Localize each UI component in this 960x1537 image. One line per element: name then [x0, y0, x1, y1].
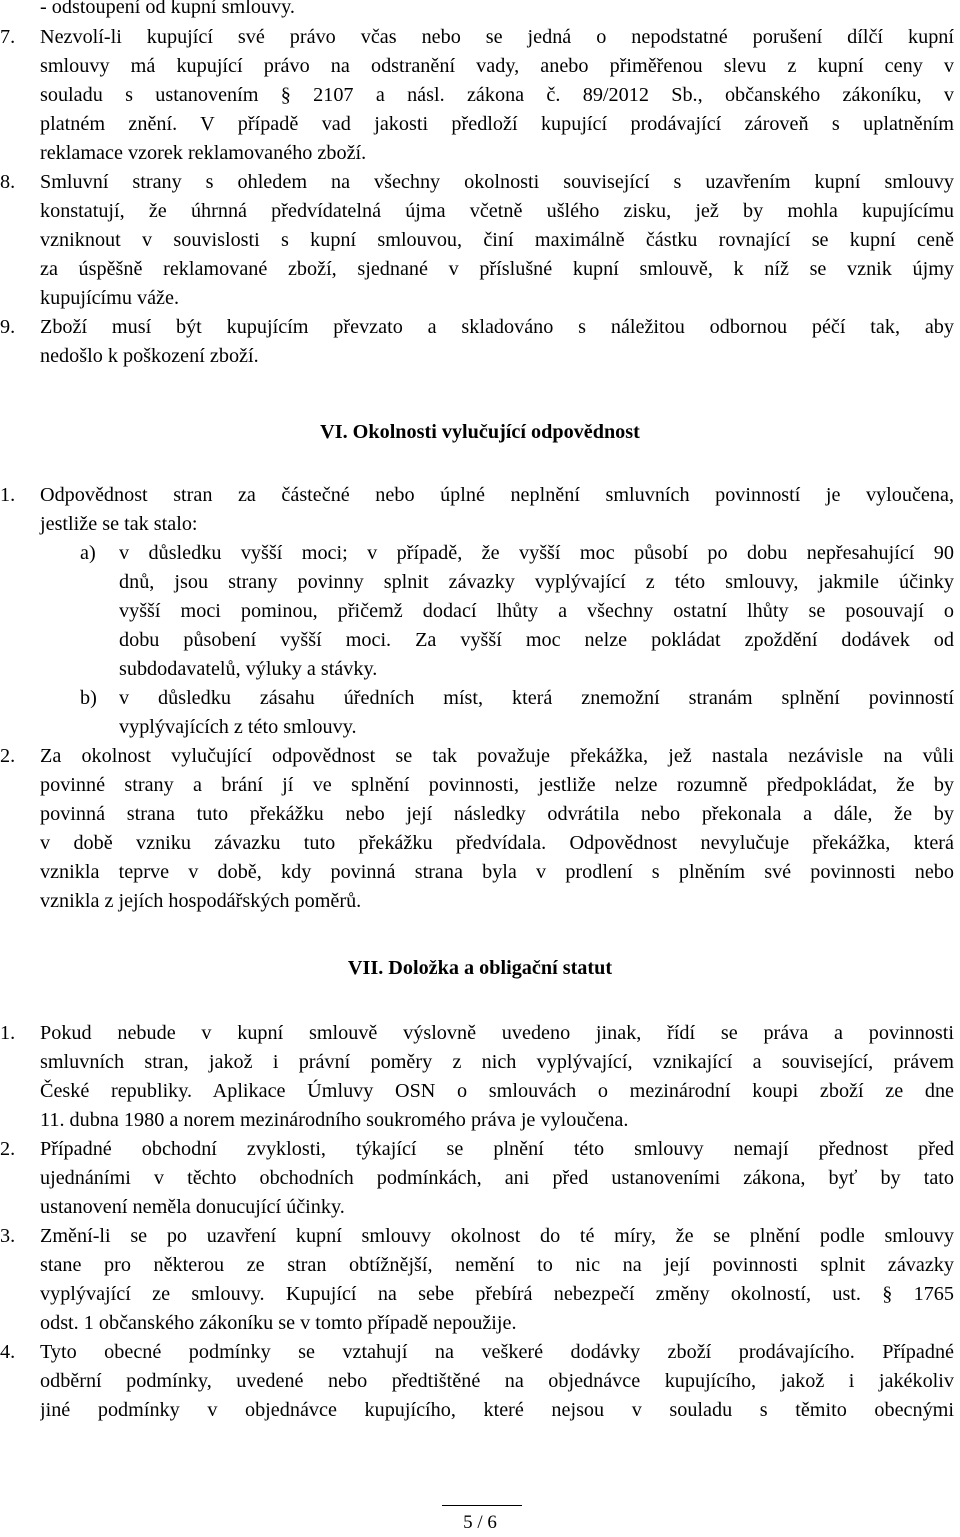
- item-7-line: reklamace vzorek reklamovaného zboží.: [40, 142, 367, 164]
- s6-item-2-line: vznikla teprve v době, kdy povinná strana byla v prodlení s plněním své povinnosti nebo: [40, 861, 954, 883]
- item-8-line: Smluvní strany s ohledem na všechny okolnosti související s uzavřením kupní smlouvy: [40, 171, 954, 193]
- section-6-title: VI. Okolnosti vylučující odpovědnost: [320, 421, 640, 443]
- s7-item-3-line: odst. 1 občanského zákoníku se v tomto případě nepoužije.: [40, 1312, 517, 1334]
- item-7-line: Nezvolí-li kupující své právo včas nebo se jedná o nepodstatné porušení dílčí kupní: [40, 26, 954, 48]
- s6-item-2-line: vznikla z jejích hospodářských poměrů.: [40, 890, 362, 912]
- s6-item-2-line: povinná strana tuto překážku nebo její následky odvrátila nebo překonala a dále, že by: [40, 803, 954, 825]
- s7-item-1-number: 1.: [0, 1022, 16, 1044]
- section-7-title: VII. Doložka a obligační statut: [347, 957, 613, 979]
- sub-a-line: vyšší moci pominou, přičemž dodací lhůty a všechny ostatní lhůty se posouvají o: [119, 600, 954, 622]
- s7-item-3-number: 3.: [0, 1225, 16, 1247]
- item-8-line: kupujícímu váže.: [40, 287, 180, 309]
- footer-rule: [442, 1505, 522, 1506]
- s7-item-3-line: vyplývající ze smlouvy. Kupující na sebe přebírá nebezpečí změny okolností, ust. § 1765: [40, 1283, 954, 1305]
- s7-item-2-line: ustanovení neměla donucující účinky.: [40, 1196, 345, 1218]
- sub-b-line: vyplývajících z této smlouvy.: [119, 716, 357, 738]
- s7-item-2-line: ujednáními v těchto obchodních podmínkách, ani před ustanoveními zákona, byť by tato: [40, 1167, 954, 1189]
- s7-item-4-line: jiné podmínky v objednávce kupujícího, které nejsou v souladu s těmito obecnými: [40, 1399, 954, 1421]
- s7-item-2-line: Případné obchodní zvyklosti, týkající se plnění této smlouvy nemají přednost před: [40, 1138, 954, 1160]
- s7-item-4-line: odběrní podmínky, uvedené nebo předtištěné na objednávce kupujícího, jakož i jakékoliv: [40, 1370, 954, 1392]
- s7-item-2-number: 2.: [0, 1138, 16, 1160]
- s6-item-2-line: v době vzniku závazku tuto překážku předvídala. Odpovědnost nevylučuje překážka, která: [40, 832, 954, 854]
- sub-a-label: a): [80, 542, 96, 564]
- s6-item-2-number: 2.: [0, 745, 16, 767]
- page-number: 5 / 6: [463, 1512, 497, 1533]
- item-7-number: 7.: [0, 26, 16, 48]
- s6-item-2-line: povinné strany a brání jí ve splnění povinnosti, jestliže nelze rozumně předpokládat, že by: [40, 774, 954, 796]
- item-9-line: nedošlo k poškození zboží.: [40, 345, 259, 367]
- s7-item-3-line: stane pro některou ze stran obtížnější, nemění to nic na její povinnosti splnit závazky: [40, 1254, 954, 1276]
- s6-item-1-line: jestliže se tak stalo:: [40, 513, 198, 535]
- item-9-line: Zboží musí být kupujícím převzato a skladováno s náležitou odbornou péčí tak, aby: [40, 316, 954, 338]
- s7-item-1-line: Pokud nebude v kupní smlouvě výslovně uvedeno jinak, řídí se práva a povinnosti: [40, 1022, 954, 1044]
- item-7-line: smlouvy má kupující právo na odstranění vady, anebo přiměřenou slevu z kupní ceny v: [40, 55, 954, 77]
- s7-item-1-line: 11. dubna 1980 a norem mezinárodního soukromého práva je vyloučena.: [40, 1109, 629, 1131]
- s6-item-2-line: Za okolnost vylučující odpovědnost se tak považuje překážka, jež nastala nezávisle na vůli: [40, 745, 954, 767]
- sub-a-line: dnů, jsou strany povinny splnit závazky vyplývající z této smlouvy, jakmile účinky: [119, 571, 954, 593]
- s6-item-1-number: 1.: [0, 484, 16, 506]
- sub-a-line: v důsledku vyšší moci; v případě, že vyšší moc působí po dobu nepřesahující 90: [119, 542, 954, 564]
- item-8-line: za úspěšně reklamované zboží, sjednané v příslušné kupní smlouvě, k níž se vznik újmy: [40, 258, 954, 280]
- s7-item-4-number: 4.: [0, 1341, 16, 1363]
- item-7-line: platném znění. V případě vad jakosti předloží kupující prodávající zároveň s uplatněním: [40, 113, 954, 135]
- item-7-line: souladu s ustanovením § 2107 a násl. zákona č. 89/2012 Sb., občanského zákoníku, v: [40, 84, 954, 106]
- s7-item-4-line: Tyto obecné podmínky se vztahují na veškeré dodávky zboží prodávajícího. Případné: [40, 1341, 954, 1363]
- dash-line: - odstoupení od kupní smlouvy.: [40, 0, 295, 18]
- sub-b-line: v důsledku zásahu úředních míst, která znemožní stranám splnění povinností: [119, 687, 954, 709]
- s7-item-3-line: Změní-li se po uzavření kupní smlouvy okolnost do té míry, že se plnění podle smlouvy: [40, 1225, 954, 1247]
- item-8-line: konstatují, že úhrnná předvídatelná újma včetně ušlého zisku, jež by mohla kupujícímu: [40, 200, 954, 222]
- sub-a-line: subdodavatelů, výluky a stávky.: [119, 658, 378, 680]
- s6-item-1-line: Odpovědnost stran za částečné nebo úplné neplnění smluvních povinností je vyloučena,: [40, 484, 954, 506]
- s7-item-1-line: smluvních stran, jakož i právní poměry z nich vyplývající, vznikající a související, právem: [40, 1051, 954, 1073]
- s7-item-1-line: České republiky. Aplikace Úmluvy OSN o smlouvách o mezinárodní koupi zboží ze dne: [40, 1080, 954, 1102]
- sub-a-line: dobu působení vyšší moci. Za vyšší moc nelze pokládat zpoždění dodávek od: [119, 629, 954, 651]
- item-8-line: vzniknout v souvislosti s kupní smlouvou, činí maximálně částku rovnající se kupní ceně: [40, 229, 954, 251]
- item-8-number: 8.: [0, 171, 16, 193]
- sub-b-label: b): [80, 687, 97, 709]
- item-9-number: 9.: [0, 316, 16, 338]
